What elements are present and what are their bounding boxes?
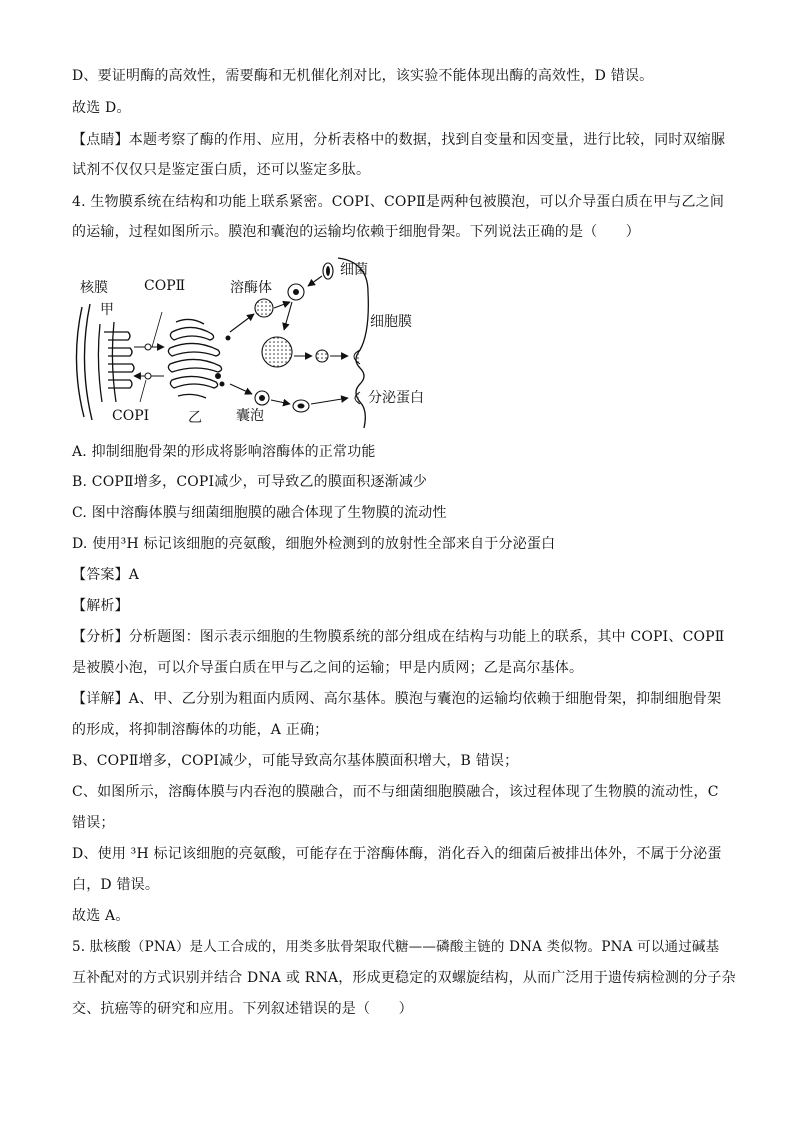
text-line: 故选 D。 (72, 100, 131, 116)
label-vesicle: 囊泡 (236, 408, 264, 424)
label-lysosome: 溶酶体 (230, 280, 272, 296)
label-copii: COPⅡ (144, 278, 186, 294)
question-4-stem: 4. 生物膜系统在结构和功能上联系紧密。COPⅠ、COPⅡ是两种包被膜泡，可以介导蛋白质在甲与乙之间 (72, 194, 725, 210)
explain-line: 故选 A。 (72, 908, 130, 924)
answer-label: 【答案】A (72, 567, 140, 583)
question-4-stem: 的运输，过程如图所示。膜泡和囊泡的运输均依赖于细胞骨架。下列说法正确的是（ ） (72, 224, 640, 240)
text-line: 试剂不仅仅只是鉴定蛋白质，还可以鉴定多肽。 (72, 162, 371, 178)
explain-line: 白，D 错误。 (72, 877, 160, 893)
label-yi: 乙 (188, 410, 202, 426)
cell-membrane (338, 258, 368, 428)
analysis-label: 【解析】 (72, 598, 129, 614)
label-bacteria: 细菌 (340, 262, 368, 278)
membrane-system-diagram (68, 252, 448, 432)
label-secreted-protein: 分泌蛋白 (368, 390, 424, 406)
text-line: D、要证明酶的高效性，需要酶和无机催化剂对比，该实验不能体现出酶的高效性，D 错误。 (72, 68, 654, 84)
explain-line: 【分析】分析题图：图示表示细胞的生物膜系统的部分组成在结构与功能上的联系，其中 COPⅠ、COPⅡ (72, 629, 725, 645)
er-jia (98, 322, 134, 402)
label-cell-membrane: 细胞膜 (370, 314, 412, 330)
explain-line: C、如图所示，溶酶体膜与内吞泡的膜融合，而不与细菌细胞膜融合，该过程体现了生物膜的流动性，C (72, 784, 719, 800)
golgi-yi (168, 319, 221, 398)
question-5-stem: 5. 肽核酸（PNA）是人工合成的，用类多肽骨架取代糖——磷酸主链的 DNA 类似物。PNA 可以通过碱基 (72, 939, 720, 955)
explain-line: 的形成，将抑制溶酶体的功能，A 正确； (72, 722, 329, 738)
explain-line: D、使用 ³H 标记该细胞的亮氨酸，可能存在于溶酶体酶，消化吞入的细菌后被排出体外，不属于分泌蛋 (72, 846, 722, 862)
nuclear-membrane (76, 307, 84, 417)
label-nucleus: 核膜 (80, 280, 108, 296)
text-line: 【点睛】本题考察了酶的作用、应用，分析表格中的数据，找到自变量和因变量，进行比较，同时双缩脲 (72, 132, 726, 148)
label-jia: 甲 (100, 302, 114, 318)
option-d: D. 使用³H 标记该细胞的亮氨酸，细胞外检测到的放射性全部来自于分泌蛋白 (72, 536, 556, 552)
explain-line: 错误； (72, 815, 115, 831)
explain-line: 是被膜小泡，可以介导蛋白质在甲与乙之间的运输；甲是内质网；乙是高尔基体。 (72, 660, 584, 676)
explain-line: 【详解】A、甲、乙分别为粗面内质网、高尔基体。膜泡与囊泡的运输均依赖于细胞骨架，抑制细胞骨架 (72, 691, 722, 707)
option-a: A. 抑制细胞骨架的形成将影响溶酶体的正常功能 (72, 444, 376, 460)
option-b: B. COPⅡ增多，COPⅠ减少，可导致乙的膜面积逐渐减少 (72, 474, 428, 490)
option-c: C. 图中溶酶体膜与细菌细胞膜的融合体现了生物膜的流动性 (72, 505, 447, 521)
explain-line: B、COPⅡ增多，COPⅠ减少，可能导致高尔基体膜面积增大，B 错误； (72, 753, 519, 769)
question-5-stem: 交、抗癌等的研究和应用。下列叙述错误的是（ ） (72, 1001, 413, 1017)
question-5-stem: 互补配对的方式识别并结合 DNA 或 RNA，形成更稳定的双螺旋结构，从而广泛用于遗传病检测的分子杂 (72, 970, 736, 986)
label-copi: COPⅠ (112, 408, 150, 424)
